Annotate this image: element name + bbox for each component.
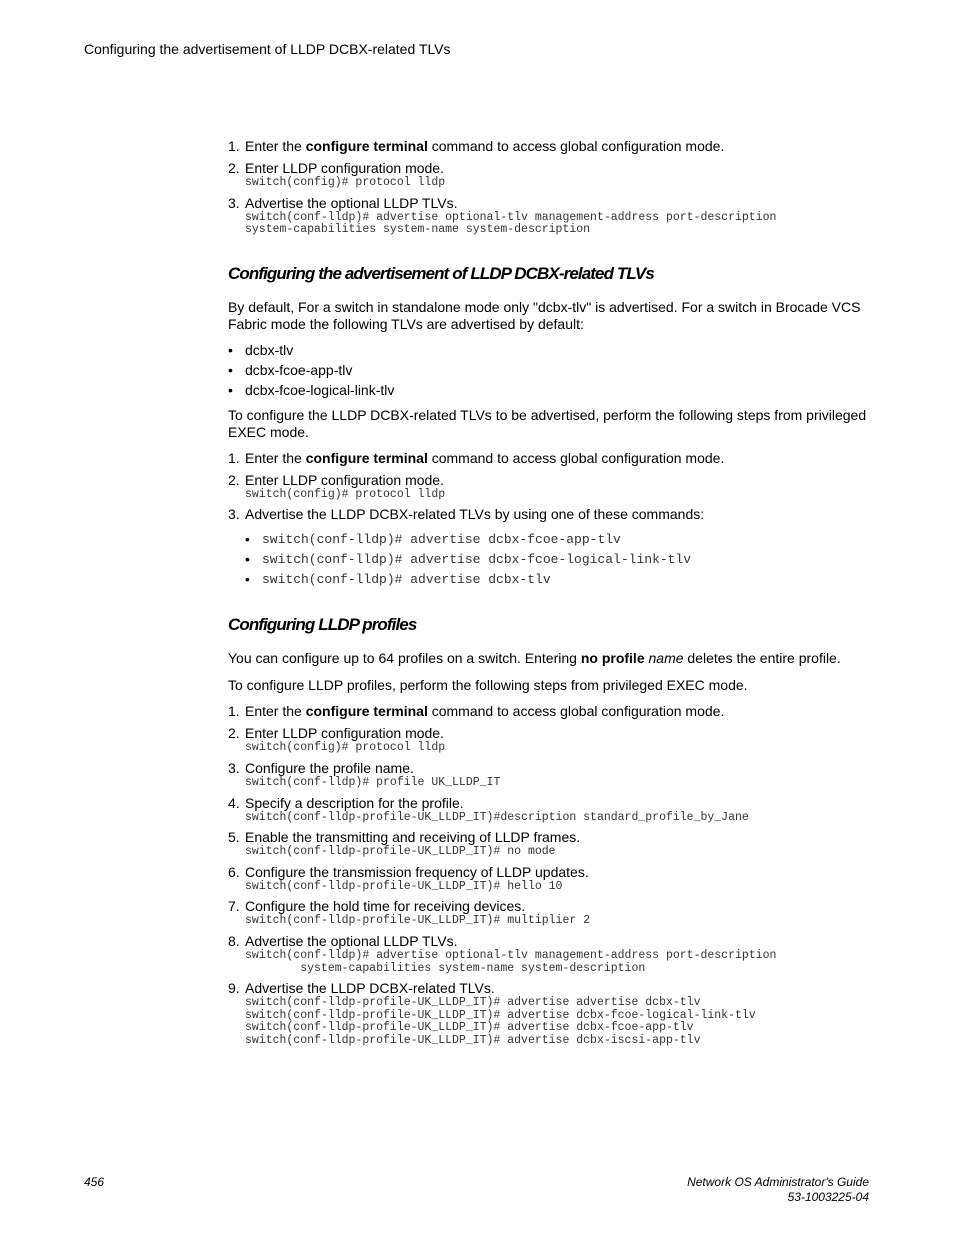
steps-list-top	[228, 138, 868, 237]
list-item: • dcbx-fcoe-app-tlv	[228, 361, 353, 378]
running-header: Configuring the advertisement of LLDP DCBX-related TLVs	[84, 41, 451, 57]
list-item: 1. Enter the configure terminal command to access global configuration mode.	[228, 449, 725, 466]
list-item: 2. Enter LLDP configuration mode. switch(config)# protocol lldp	[228, 160, 868, 190]
paragraph: To configure the LLDP DCBX-related TLVs to be advertised, perform the following steps from privileged EXEC mode.	[228, 406, 867, 440]
code-block: switch(conf-lldp-profile-UK_LLDP_IT)# hello 10	[245, 879, 563, 893]
list-item: • dcbx-tlv	[228, 341, 294, 358]
doc-number: 53-1003225-04	[787, 1190, 869, 1204]
guide-title: Network OS Administrator's Guide	[687, 1175, 869, 1189]
code-block: switch(config)# protocol lldp	[245, 176, 446, 189]
list-item: 7. Configure the hold time for receiving devices. switch(conf-lldp-profile-UK_LLDP_IT)# multiplier 2	[228, 898, 868, 928]
list-item: 8. Advertise the optional LLDP TLVs. switch(conf-lldp)# advertise optional-tlv management-address port-description system-capabilities system-name system-description	[228, 933, 868, 975]
code-block: switch(conf-lldp-profile-UK_LLDP_IT)#description standard_profile_by_Jane	[245, 810, 749, 824]
code-block: switch(conf-lldp-profile-UK_LLDP_IT)# advertise advertise dcbx-tlv switch(conf-lldp-profile-UK_LLDP_IT)# advertise dcbx-fcoe-logical-link-tlv switch(conf-lldp-profile-UK_LLDP_IT)# advertise dcbx-fcoe-app-tlv switch(conf-lldp-profile-UK_LLDP_IT)# advertise dcbx-iscsi-app-tlv	[245, 996, 756, 1047]
section-heading: Configuring the advertisement of LLDP DCBX-related TLVs	[228, 263, 654, 283]
page-number: 456	[84, 1175, 105, 1189]
list-item: 3. Advertise the optional LLDP TLVs. switch(conf-lldp)# advertise optional-tlv management-address port-description system-capabilities system-name system-description	[228, 195, 868, 237]
code-block: switch(conf-lldp)# advertise optional-tlv management-address port-description system-capabilities system-name system-description	[245, 948, 777, 975]
list-item: • dcbx-fcoe-logical-link-tlv	[228, 381, 395, 398]
list-item: 1. Enter the configure terminal command to access global configuration mode.	[228, 703, 725, 720]
code-block: switch(conf-lldp-profile-UK_LLDP_IT)# multiplier 2	[245, 914, 591, 928]
page-content	[228, 138, 868, 1053]
paragraph: You can configure up to 64 profiles on a switch. Entering no profile name deletes the entire profile.	[228, 650, 841, 667]
list-item: 9. Advertise the LLDP DCBX-related TLVs. switch(conf-lldp-profile-UK_LLDP_IT)# advertise advertise dcbx-tlv switch(conf-lldp-profile-UK_LLDP_IT)# advertise dcbx-fcoe-logical-link-tlv switch(conf-lldp-profile-UK_LLDP_IT)# advertise dcbx-fcoe-app-tlv switch(conf-lldp-profile-UK_LLDP_IT)# advertise dcbx-iscsi-app-tlv	[228, 980, 868, 1047]
section-heading: Configuring LLDP profiles	[228, 615, 417, 635]
command-item: • switch(conf-lldp)# advertise dcbx-fcoe-logical-link-tlv	[245, 551, 692, 568]
code-block: switch(conf-lldp)# profile UK_LLDP_IT	[245, 775, 501, 789]
list-item: 4. Specify a description for the profile. switch(conf-lldp-profile-UK_LLDP_IT)#description standard_profile_by_Jane	[228, 795, 868, 825]
code-block: switch(config)# protocol lldp	[245, 487, 446, 501]
paragraph: By default, For a switch in standalone mode only "dcbx-tlv" is advertised. For a switch in Brocade VCS Fabric mode the following TLVs are advertised by default:	[228, 298, 861, 332]
command-item: • switch(conf-lldp)# advertise dcbx-fcoe-app-tlv	[245, 531, 621, 548]
list-item: 2. Enter LLDP configuration mode. switch(config)# protocol lldp	[228, 472, 868, 502]
code-block: switch(conf-lldp)# advertise optional-tlv management-address port-description system-capabilities system-name system-description	[245, 210, 777, 237]
code-block: switch(config)# protocol lldp	[245, 741, 446, 755]
list-item: 2. Enter LLDP configuration mode. switch(config)# protocol lldp	[228, 725, 868, 755]
list-item: 6. Configure the transmission frequency of LLDP updates. switch(conf-lldp-profile-UK_LLDP_IT)# hello 10	[228, 864, 868, 894]
footer-doc-info	[687, 1175, 869, 1205]
code-block: switch(conf-lldp-profile-UK_LLDP_IT)# no mode	[245, 845, 556, 859]
list-item: 5. Enable the transmitting and receiving of LLDP frames. switch(conf-lldp-profile-UK_LLDP_IT)# no mode	[228, 829, 868, 859]
list-item: 3. Configure the profile name. switch(conf-lldp)# profile UK_LLDP_IT	[228, 760, 868, 790]
steps-list	[228, 703, 868, 1047]
paragraph: To configure LLDP profiles, perform the following steps from privileged EXEC mode.	[228, 677, 748, 694]
list-item: 3. Advertise the LLDP DCBX-related TLVs by using one of these commands:	[228, 506, 705, 523]
bullet-list	[228, 342, 868, 399]
command-item: • switch(conf-lldp)# advertise dcbx-tlv	[245, 571, 551, 588]
list-item: 1. Enter the configure terminal command to access global configuration mode.	[228, 138, 725, 154]
steps-list	[228, 450, 868, 589]
